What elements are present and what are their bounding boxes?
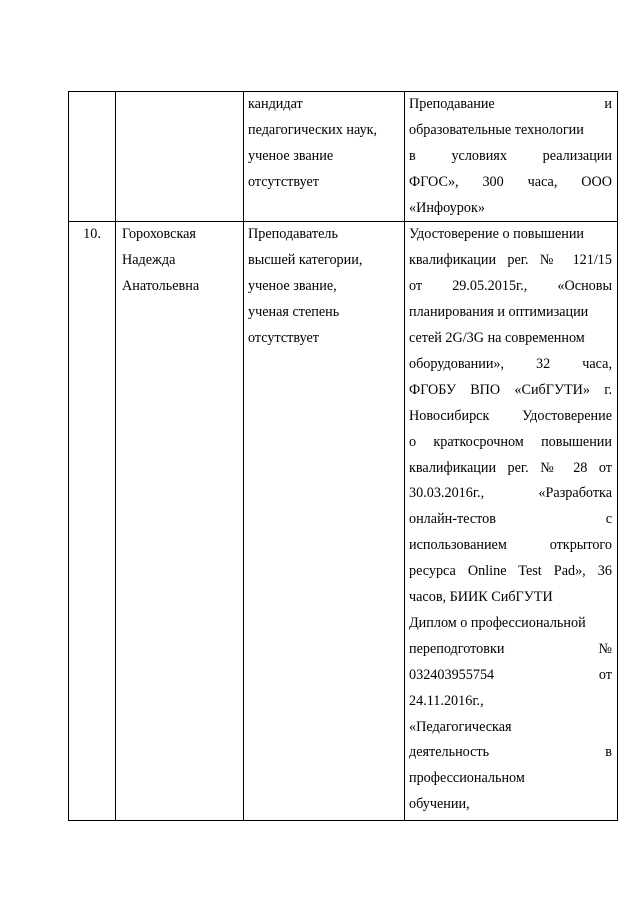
- position-line: отсутствует: [248, 173, 319, 190]
- name-line: Гороховская: [122, 226, 196, 243]
- position-line: ученое звание: [248, 147, 334, 164]
- position-line: Преподаватель: [248, 226, 338, 243]
- qualification-cell: [405, 222, 618, 821]
- position-line: высшей категории,: [248, 252, 363, 269]
- name-cell: [116, 222, 244, 821]
- qualification-line: планирования и оптимизации: [409, 304, 589, 321]
- qualification-line: Удостоверение о повышении: [409, 226, 585, 243]
- qualification-line: использованием открытого: [409, 537, 612, 554]
- qualification-line: профессиональном: [409, 770, 525, 787]
- qualification-line: переподготовки №: [409, 640, 612, 657]
- qualification-line: ФГОБУ ВПО «СибГУТИ» г.: [409, 381, 612, 398]
- qualification-line: онлайн-тестов с: [409, 511, 612, 528]
- qualification-line: о краткосрочном повышении: [409, 433, 612, 450]
- qualification-cell: [405, 92, 618, 222]
- qualification-line: квалификации рег. № 121/15: [409, 252, 612, 269]
- qualification-line: 30.03.2016г., «Разработка: [409, 485, 612, 502]
- qualification-line: Преподавание и: [409, 96, 612, 112]
- qualification-line: «Педагогическая: [409, 718, 512, 735]
- position-line: ученое звание,: [248, 278, 337, 295]
- position-line: кандидат: [248, 96, 303, 112]
- qualification-line: «Инфоурок»: [409, 199, 485, 216]
- name-line: Анатольевна: [122, 278, 200, 295]
- position-cell: [244, 92, 405, 222]
- qualification-line: 24.11.2016г.,: [409, 692, 484, 709]
- qualification-line: квалификации рег. № 28 от: [409, 459, 612, 476]
- table-row: [69, 222, 618, 821]
- position-line: ученая степень: [248, 304, 340, 321]
- qualifications-table: [68, 91, 618, 821]
- row-number: 10.: [83, 226, 101, 243]
- qualification-line: от 29.05.2015г., «Основы: [409, 278, 612, 295]
- qualification-line: сетей 2G/3G на современном: [409, 330, 585, 347]
- position-line: отсутствует: [248, 330, 319, 347]
- qualification-line: образовательные технологии: [409, 121, 584, 138]
- qualification-line: Новосибирск Удостоверение: [409, 407, 612, 424]
- qualification-line: ФГОС», 300 часа, ООО: [409, 173, 612, 190]
- qualification-line: ресурса Online Test Pad», 36: [409, 563, 612, 580]
- qualification-line: 032403955754 от: [409, 666, 612, 683]
- qualification-line: Диплом о профессиональной: [409, 614, 586, 631]
- position-line: педагогических наук,: [248, 121, 378, 138]
- row-number-cell: [69, 222, 116, 821]
- qualification-line: обучении,: [409, 796, 470, 813]
- row-number-cell: [69, 92, 116, 222]
- table-row: [69, 92, 618, 222]
- qualification-line: деятельность в: [409, 744, 612, 761]
- name-line: Надежда: [122, 252, 176, 269]
- name-cell: [116, 92, 244, 222]
- position-cell: [244, 222, 405, 821]
- qualification-line: часов, БИИК СибГУТИ: [409, 589, 553, 605]
- qualification-line: в условиях реализации: [409, 147, 612, 164]
- qualification-line: оборудовании», 32 часа,: [409, 355, 612, 372]
